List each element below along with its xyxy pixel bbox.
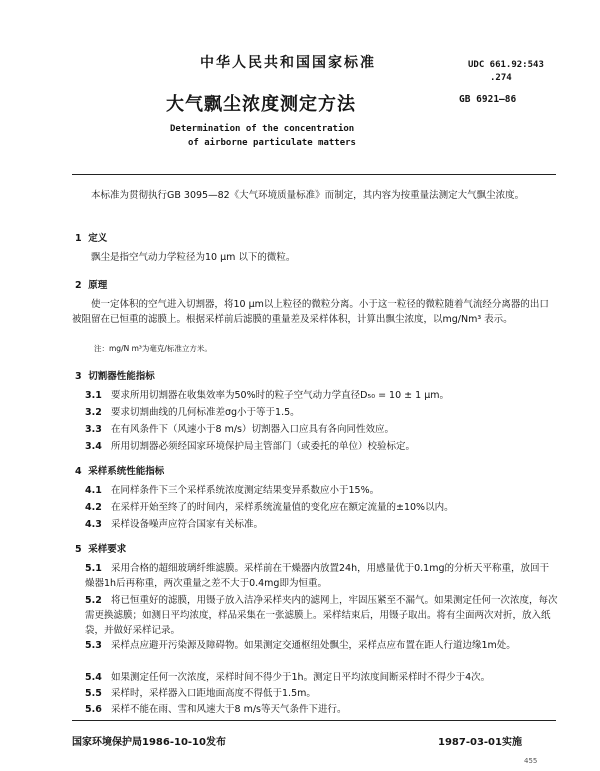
item-number: 4.1 xyxy=(85,485,102,496)
bottom-rule xyxy=(72,720,556,721)
list-item xyxy=(85,405,558,420)
list-item xyxy=(85,483,558,498)
list-item xyxy=(85,686,558,701)
item-number: 5.3 xyxy=(85,640,102,651)
list-item xyxy=(85,517,558,532)
item-text: 在有风条件下（风速小于8 m/s）切割器入口应具有各向同性效应。 xyxy=(111,424,394,435)
page-number: 455 xyxy=(524,757,538,765)
section-heading xyxy=(75,368,155,382)
item-number: 3.1 xyxy=(85,390,102,401)
item-text: 如果测定任何一次浓度，采样时间不得少于1h。测定日平均浓度间断采样时不得少于4次。 xyxy=(111,672,491,683)
item-text: 在同样条件下三个采样系统浓度测定结果变异系数应小于15%。 xyxy=(111,485,380,496)
intro-paragraph: 本标准为贯彻执行GB 3095—82《大气环境质量标准》而制定，其内容为按重量法测定大气飘尘浓度。 xyxy=(91,190,525,201)
item-text: 要求切割曲线的几何标准差σg小于等于1.5。 xyxy=(111,407,300,418)
section-number: 5 xyxy=(75,544,82,555)
section-title: 切割器性能指标 xyxy=(88,371,155,382)
item-number: 5.2 xyxy=(85,595,102,606)
section-number: 4 xyxy=(75,466,82,477)
item-number: 3.3 xyxy=(85,424,102,435)
list-item xyxy=(85,561,558,591)
section-title: 采样要求 xyxy=(88,544,127,555)
section-heading xyxy=(75,463,164,477)
item-text: 采样时，采样器入口距地面高度不得低于1.5m。 xyxy=(111,688,316,699)
list-item xyxy=(85,439,558,454)
section-title: 定义 xyxy=(88,233,108,244)
item-number: 4.3 xyxy=(85,519,102,530)
list-item xyxy=(85,593,558,638)
section-number: 1 xyxy=(75,233,82,244)
gb-code: GB 6921—86 xyxy=(459,94,517,105)
section-number: 2 xyxy=(75,280,82,291)
item-text: 所用切割器必须经国家环境保护局主管部门（或委托的单位）校验标定。 xyxy=(111,441,416,452)
udc-code-line2: .274 xyxy=(490,73,512,83)
item-number: 5.5 xyxy=(85,688,102,699)
item-text: 要求所用切割器在收集效率为50%时的粒子空气动力学直径D₅₀ = 10 ± 1 μm。 xyxy=(111,390,449,401)
principle-note: 注：mg/N m³为毫克/标准立方米。 xyxy=(94,344,212,353)
section-title: 采样系统性能指标 xyxy=(88,466,165,477)
section-heading xyxy=(75,277,107,291)
definition-paragraph: 飘尘是指空气动力学粒径为10 μm 以下的微粒。 xyxy=(91,252,296,263)
item-text: 将已恒重好的滤膜，用镊子放入洁净采样夹内的滤网上，牢固压紧至不漏气。如果测定任何一次浓度，每次需更换滤膜；如测日平均浓度，样品采集在一张滤膜上。采样结束后，用镊子取出。将有尘面两次对折，放入纸袋，并做好采样记录。 xyxy=(85,595,558,636)
item-text: 采样设备噪声应符合国家有关标准。 xyxy=(111,519,264,530)
list-item xyxy=(85,670,558,685)
title-english-line1: Determination of the concentration xyxy=(170,124,355,134)
item-text: 在采样开始至终了的时间内，采样系统流量值的变化应在额定流量的±10%以内。 xyxy=(111,502,454,513)
list-item xyxy=(85,500,558,515)
list-item xyxy=(85,702,558,717)
section-heading xyxy=(75,230,107,244)
item-number: 4.2 xyxy=(85,502,102,513)
standard-name: 中华人民共和国国家标准 xyxy=(200,55,376,71)
list-item xyxy=(85,638,558,653)
item-number: 5.1 xyxy=(85,563,102,574)
item-number: 5.6 xyxy=(85,704,102,715)
item-text: 采样点应避开污染源及障碍物。如果测定交通枢纽处飘尘，采样点应布置在距人行道边缘1m处。 xyxy=(111,640,516,651)
item-text: 采用合格的超细玻璃纤维滤膜。采样前在干燥器内放置24h，用感量优于0.1mg的分析天平称重，放回干燥器1h后再称重，两次重量之差不大于0.4mg即为恒重。 xyxy=(85,563,550,589)
section-heading xyxy=(75,541,126,555)
title-english-line2: of airborne particulate matters xyxy=(188,138,356,148)
list-item xyxy=(85,422,558,437)
item-number: 3.4 xyxy=(85,441,102,452)
section-title: 原理 xyxy=(88,280,108,291)
title-chinese: 大气飘尘浓度测定方法 xyxy=(166,94,356,115)
list-item xyxy=(85,388,558,403)
item-number: 5.4 xyxy=(85,672,102,683)
item-text: 采样不能在雨、雪和风速大于8 m/s等天气条件下进行。 xyxy=(111,704,347,715)
udc-code-line1: UDC 661.92:543 xyxy=(468,60,544,70)
section-number: 3 xyxy=(75,371,82,382)
principle-paragraph: 使一定体积的空气进入切割器，将10 μm以上粒径的微粒分离。小于这一粒径的微粒随着气流经分离器的出口被阻留在已恒重的滤膜上。根据采样前后滤膜的重量差及采样体积，计算出飘尘浓度，以mg/Nm³ 表示。 xyxy=(72,299,549,325)
item-number: 3.2 xyxy=(85,407,102,418)
top-rule xyxy=(72,174,556,175)
issue-date: 国家环境保护局1986-10-10发布 xyxy=(72,737,226,748)
effective-date: 1987-03-01实施 xyxy=(438,737,522,748)
